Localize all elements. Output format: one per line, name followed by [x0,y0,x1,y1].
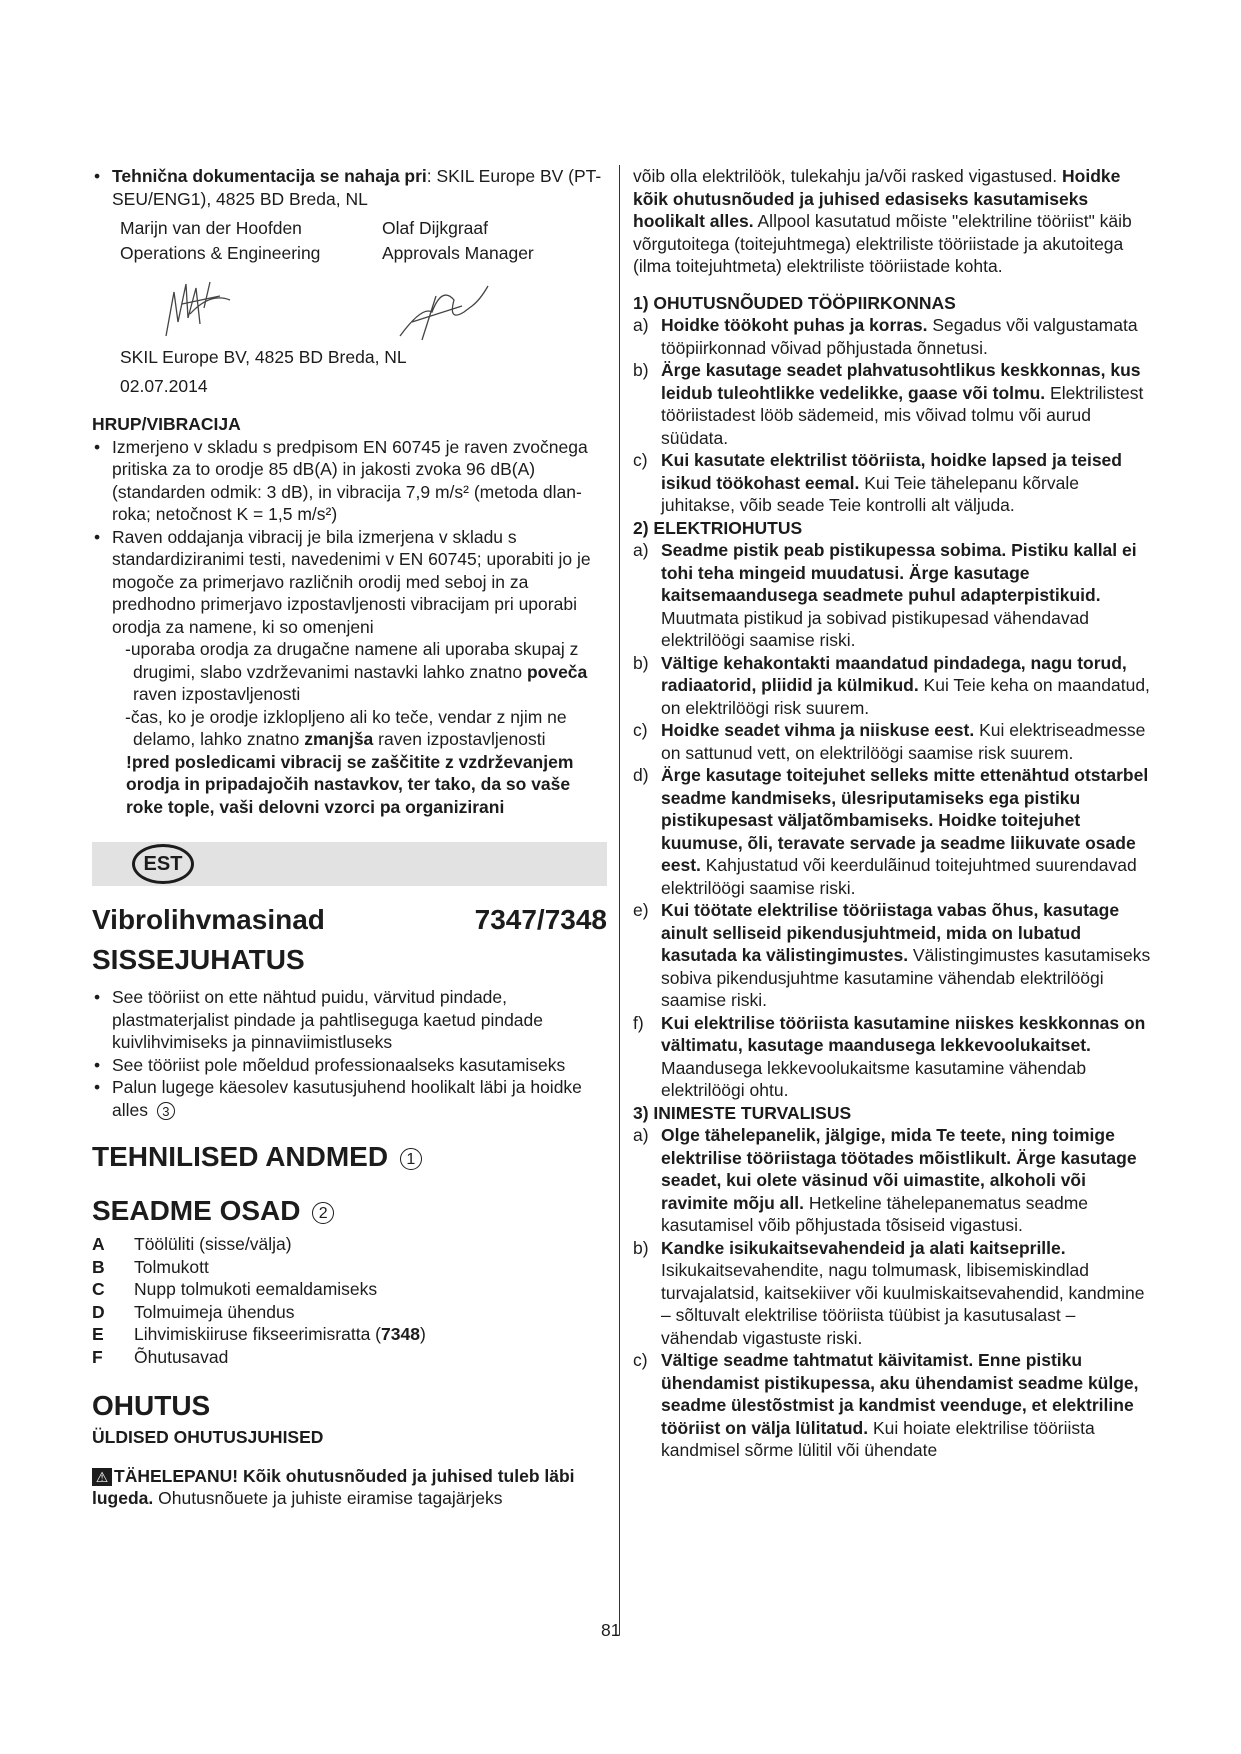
intro-bullet-2: • See tööriist pole mõeldud professionaalseks kasutamiseks [92,1054,607,1077]
item-label: c) [633,450,648,470]
safety-heading: OHUTUS [92,1390,211,1421]
ref-circle: 1 [400,1148,422,1170]
right-column [633,165,1155,1462]
signatory-role: Operations & Engineering [120,243,321,263]
warning-text: ⚠ TÄHELEPANU! Kõik ohutusnõuded ja juhised tuleb läbi lugeda. Ohutusnõuete ja juhiste eiramise tagajärjeks [92,1465,575,1508]
safety-item: f) Kui elektrilise tööriista kasutamine niiskes keskkonnas on vältimatu, kasutage maandusega lekkevoolukaitset. Maandusega lekkevoolukaitsme kasutamine vähendab elektrilöögi ohtu. [633,1012,1146,1100]
general-safety-heading: ÜLDISED OHUTUSJUHISED [92,1427,324,1447]
ref-circle: 2 [312,1202,334,1224]
tech-heading: TEHNILISED ANDMED 1 [92,1139,607,1175]
signatories [92,216,607,266]
company-line: SKIL Europe BV, 4825 BD Breda, NL [120,347,407,367]
safety-item: a) Hoidke töökoht puhas ja korras. Segadus või valgustamata tööpiirkonnad võivad põhjustada õnnetusi. [633,315,1138,358]
safety-item: a) Olge tähelepanelik, jälgige, mida Te teete, ning toimige elektrilise tööriistaga töötades mõistlikult. Ärge kasutage seadet, kui olete väsinud või uimastite, alkoholi või ravimite mõju all. Hetkeline tähelepanematus seadme kasutamisel võib põhjustada tõsiseid vigastusi. [633,1125,1137,1235]
safety-item: e) Kui töötate elektrilise tööriistaga vabas õhus, kasutage ainult selliseid pikendusjuhtmeid, mida on lubatud kasutada ka välistingimustes. Välistingimustes kasutamiseks sobiva pikendusjuhtme kasutamine vähendab elektrilöögi saamise riski. [633,900,1151,1010]
column-divider [619,165,620,1635]
language-badge: EST [132,844,194,884]
signature-2 [392,276,502,346]
safety-item: c) Vältige seadme tahtmatut käivitamist. Enne pistiku ühendamist pistikupessa, aku ühendamist seadme külge, seadme ülestõstmist ja kandmist veenduge, et elektriline tööriist on välja lülitatud. Kui hoiate elektrilise tööriista kandmisel sõrme lülitil või ühendate [633,1350,1139,1460]
signatory-name: Marijn van der Hoofden [120,218,302,238]
parts-heading: SEADME OSAD 2 [92,1193,607,1229]
noise-bullet-2: • Raven oddajanja vibracij je bila izmerjena v skladu s standardiziranimi testi, navedenimi v EN 60745; uporabiti jo je mogoče za primerjavo različnih orodij med seboj in za predhodno primerjavo izpostavljenosti vibracijam pri uporabi orodja za namene, ki so omenjeni [92,526,607,639]
item-label: e) [633,900,649,920]
noise-bullet-1: • Izmerjeno v skladu s predpisom EN 60745 je raven zvočnega pritiska za to orodje 85 dB(A) in jakosti zvoka 96 dB(A) (standarden odmik: 3 dB), in vibracija 7,9 m/s² (metoda dlan-roka; netočnost K = 1,5 m/s²) [92,436,607,526]
item-label: b) [633,652,649,673]
left-column [92,165,607,1510]
ref-circle: 3 [157,1102,175,1120]
product-title: Vibrolihvmasinad [92,904,325,935]
intro-bullet-1: • See tööriist on ette nähtud puidu, värvitud pindade, plastmaterjalist pindade ja pahtliseguga kaetud pindade kuivlihvimiseks ja pinnaviimistluseks [92,986,607,1054]
item-label: a) [633,540,649,560]
item-label: a) [633,1125,649,1145]
item-label: f) [633,1012,644,1033]
page-number: 81 [601,1620,621,1640]
item-label: d) [633,765,649,785]
item-label: c) [633,720,648,740]
item-label: a) [633,315,649,335]
protect-note: !pred posledicami vibracij se zaščitite z vzdrževanjem orodja in pripadajočih nastavkov, ter tako, da so vaše roke tople, vaši delovni vzorci pa organizirani [126,751,574,817]
section-1-heading: 1) OHUTUSNÕUDED TÖÖPIIRKONNAS [633,292,956,313]
safety-item: a) Seadme pistik peab pistikupessa sobima. Pistiku kallal ei tohi teha mingeid muudatusi. Ärge kasutage kaitsemaandusega seadmete puhul adapterpistikuid. Muutmata pistikud ja sobivad pistikupesad vähendavad elektrilöögi saamise riski. [633,540,1137,650]
item-label: b) [633,360,649,380]
parts-list: A Töölüliti (sisse/välja) B Tolmukott C Nupp tolmukoti eemaldamiseks D Tolmuimeja ühendus E Lihvimiskiiruse fikseerimisratta (7348) F Õhutusavad [92,1234,426,1367]
noise-dash-2: -čas, ko je orodje izklopljeno ali ko teče, vendar z njim ne delamo, lahko znatno zmanjša raven izpostavljenosti [125,706,567,749]
date: 02.07.2014 [120,375,208,396]
signatory-role: Approvals Manager [382,243,534,263]
section-3-heading: 3) INIMESTE TURVALISUS [633,1102,852,1123]
safety-item: c) Kui kasutate elektrilist tööriista, hoidke lapsed ja teised isikud töökohast eemal. Kui Teie tähelepanu kõrvale juhitakse, võib seade Teie kontrolli alt väljuda. [633,450,1122,515]
noise-dash-1: -uporaba orodja za drugačne namene ali uporaba skupaj z drugimi, slabo vzdrževanimi nastavki lahko znatno poveča raven izpostavljenosti [125,639,588,704]
title-row [92,902,607,938]
section-1-items [633,314,1155,517]
language-band [92,842,607,886]
item-label: c) [633,1350,648,1370]
section-3-items [633,1124,1155,1462]
tech-doc-bullet: • Tehnična dokumentacija se nahaja pri: SKIL Europe BV (PT-SEU/ENG1), 4825 BD Breda, NL [92,165,607,210]
safety-item: b) Kandke isikukaitsevahendeid ja alati kaitseprille. Isikukaitsevahendite, nagu tolmumask, libisemiskindlad turvajalatsid, kaitsekiiver või kuulmiskaitsevahendid, kandmine – sõltuvalt elektrilise tööriista tüübist ja kasutusalast – vähendab vigastuste riski. [633,1237,1145,1348]
warning-icon: ⚠ [92,1468,112,1486]
intro-bullet-3: • Palun lugege käesolev kasutusjuhend hoolikalt läbi ja hoidke alles 3 [92,1076,607,1121]
section-2-heading: 2) ELEKTRIOHUTUS [633,517,803,538]
safety-item: b) Ärge kasutage seadet plahvatusohtlikus keskkonnas, kus leidub tuleohtlikke vedelikke, gaase või tolmu. Elektrilistest tööriistadest lööb sädemeid, mis võivad tolmu või aurud süüdata. [633,360,1144,448]
intro-continuation: võib olla elektrilöök, tulekahju ja/või rasked vigastused. Hoidke kõik ohutusnõuded ja juhised edasiseks kasutamiseks hoolikalt alles. Allpool kasutatud mõiste "elektriline tööriist" käib võrgutoitega (toitejuhtmega) elektriliste tööriistade ja akutoitega (ilma toitejuhtmeta) elektriliste tööriistade kohta. [633,166,1132,276]
safety-item: d) Ärge kasutage toitejuhet selleks mitte ettenähtud otstarbel seadme kandmiseks, ülesriputamiseks ega pistiku pistikupesast väljatõmbamiseks. Hoidke toitejuhet kuumuse, õli, teravate servade ja seadme liikuvate osade eest. Kahjustatud või keerdulãinud toitejuhtmed suurendavad elektrilöögi saamise riski. [633,765,1149,898]
signatory-name: Olaf Dijkgraaf [382,218,489,238]
model-number: 7347/7348 [474,904,607,935]
item-label: b) [633,1237,649,1258]
signature-1 [160,274,240,344]
safety-item: c) Hoidke seadet vihma ja niiskuse eest. Kui elektriseadmesse on sattunud vett, on elektrilöögi saamise risk suurem. [633,720,1146,763]
intro-heading: SISSEJUHATUS [92,944,305,975]
signatures [92,266,607,346]
section-2-items [633,539,1155,1102]
noise-heading: HRUP/VIBRACIJA [92,414,241,434]
safety-item: b) Vältige kehakontakti maandatud pindadega, nagu torud, radiaatorid, pliidid ja külmikud. Kui Teie keha on maandatud, on elektrilöögi risk suurem. [633,652,1150,718]
